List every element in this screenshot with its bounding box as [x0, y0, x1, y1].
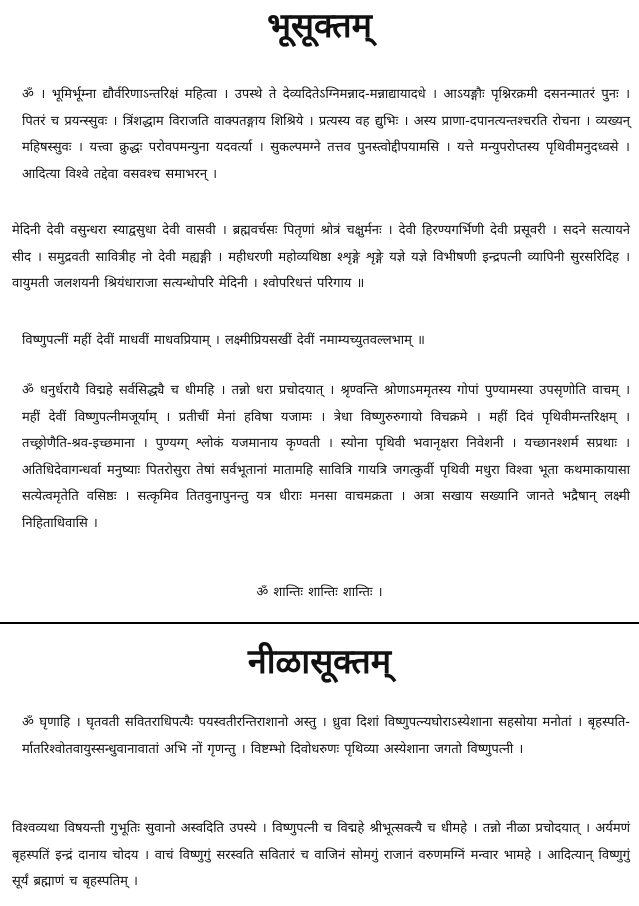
bhusuktam-paragraph-4: ॐ धनुर्धरायै विद्महे सर्वसिद्ध्यै च धीमहि । तन्नो धरा प्रचोदयात् । श्रृण्वन्ति श्रोणाऽममृतस्य गोपां पुण्यामस्या उपसृणोति वाचम् । महीं देवीं विष्णुपत्नीमजूर्याम् । प्रतीचीं मेनां हविषा यजामः । त्रेधा विष्णुरुरुगायो विचक्रमे । महीं दिवं पृथिवीमन्तरिक्षम् । तच्छ्रोणैति-श्रव-इच्छमाना । पुण्यग्ग् श्लोकं यजमानाय कृण्वती । स्योना पृथिवी भवानृक्षरा निवेशनी । यच्छानश्शर्म सप्रथाः । अतिधिदेवागन्धर्वा मनुष्याः पितरोसुरा तेषां सर्वभूतानां मातामहि सावित्रि गायत्रि जगत्कुर्वी पृथिवी मधुरा विश्वा भूता कथमाकायासा सत्येत्वमृतेति वसिष्ठः । सत्कृमिव तितवुनापुनन्तु यत्र धीराः मनसा वाचमक्रता । अत्रा सखाय सख्यानि जानते भद्रैषान् लक्ष्मी निहिताधिवासि ।: [22, 383, 631, 531]
nilasuktam-paragraph-2: विश्वव्यथा विषयन्ती गुभूतिः सुवानो अस्वदिति उपस्ये । विष्णुपत्नी च विद्महे श्रीभूत्सक्त्यै च धीमहे । तन्नो नीळा प्रचोदयात् । अर्यमणं बृहस्पतिं इन्द्रं दानाय चोदय । वाचं विष्णुगुं सरस्वति सवितारं च वाजिनं सोमगुं राजानं वरुणमग्निं मन्वार भामहे । आदित्यान् विष्णुगुं सूर्यं ब्रह्माणं च बृहस्पतिम् ।: [12, 821, 630, 889]
bhusuktam-paragraph-1: ॐ । भूमिर्भूम्ना द्यौर्वरिणाऽन्तरिक्षं महित्वा । उपस्थे ते देव्यदितेऽग्निमन्नाद-मन्नाद्यायादधे । आऽयङ्गौः पृश्निरक्रमी दसनन्मातरं पुनः । पितरं च प्रयन्स्सुवः । त्रिंशद्धाम विराजति वाक्पतङ्गाय शिश्रिये । प्रत्यस्य वह द्युभिः । अस्य प्राणा-दपानत्यन्तश्चरति रोचना । व्यख्यन् महिषस्सुवः । यत्त्वा क्रुद्धः परोवपमन्युना यदवर्त्या । सुकल्पमग्ने तत्तव पुनस्त्वोद्दीपयामसि । यत्ते मन्युपरोप्तस्य पृथिवीमनुदध्वसे । आदित्या विश्वे तद्देवा वसवश्च समाभरन् ।: [22, 87, 630, 182]
section-divider: [0, 622, 639, 624]
title-bhusuktam: भूसूक्तम्: [267, 6, 372, 46]
shanti-mantra: ॐ शान्तिः शान्तिः शान्तिः ।: [256, 585, 383, 600]
nilasuktam-paragraph-1: ॐ घृणाहि । घृतवती सवितराधिपत्यैः पयस्वतीरन्तिराशानो अस्तु । ध्रुवा दिशां विष्णुपत्न्यघोराऽस्येशाना सहसोया मनोतां । बृहस्पति-र्मातरिश्वोतवायुस्सन्धुवानावातां अभि नों गृणन्तु । विष्टम्भो दिवोधरुणः पृथिव्या अस्येशाना जगतो विष्णुपत्नी ।: [22, 715, 630, 757]
title-nilasuktam: नीळासूक्तम्: [247, 642, 392, 682]
bhusuktam-paragraph-2: मेदिनी देवी वसुन्धरा स्याद्वसुधा देवी वासवी । ब्रह्मवर्चसः पितृणां श्रोत्रं चक्षुर्मनः । देवी हिरण्यगर्भिणी देवी प्रसूवरी । सदने सत्यायने सीद । समुद्रवती सावित्रीह नो देवी मह्यङ्गी । महीधरणी महोव्यथिष्ठा श्शृङ्गे शृङ्गे यज्ञे यज्ञे विभीषणी इन्द्रपत्नी व्यापिनी सुरसरिदिह । वायुमती जलशयनी श्रियंधाराजा सत्यन्धोपरि मेदिनी । श्वोपरिधत्तं परिगाय ॥: [12, 223, 630, 291]
bhusuktam-paragraph-3: विष्णुपत्नीं महीं देवीं माधवीं माधवप्रियाम् । लक्ष्मीप्रियसखीं देवीं नमाम्यच्युतवल्लभाम् ॥: [22, 333, 425, 348]
